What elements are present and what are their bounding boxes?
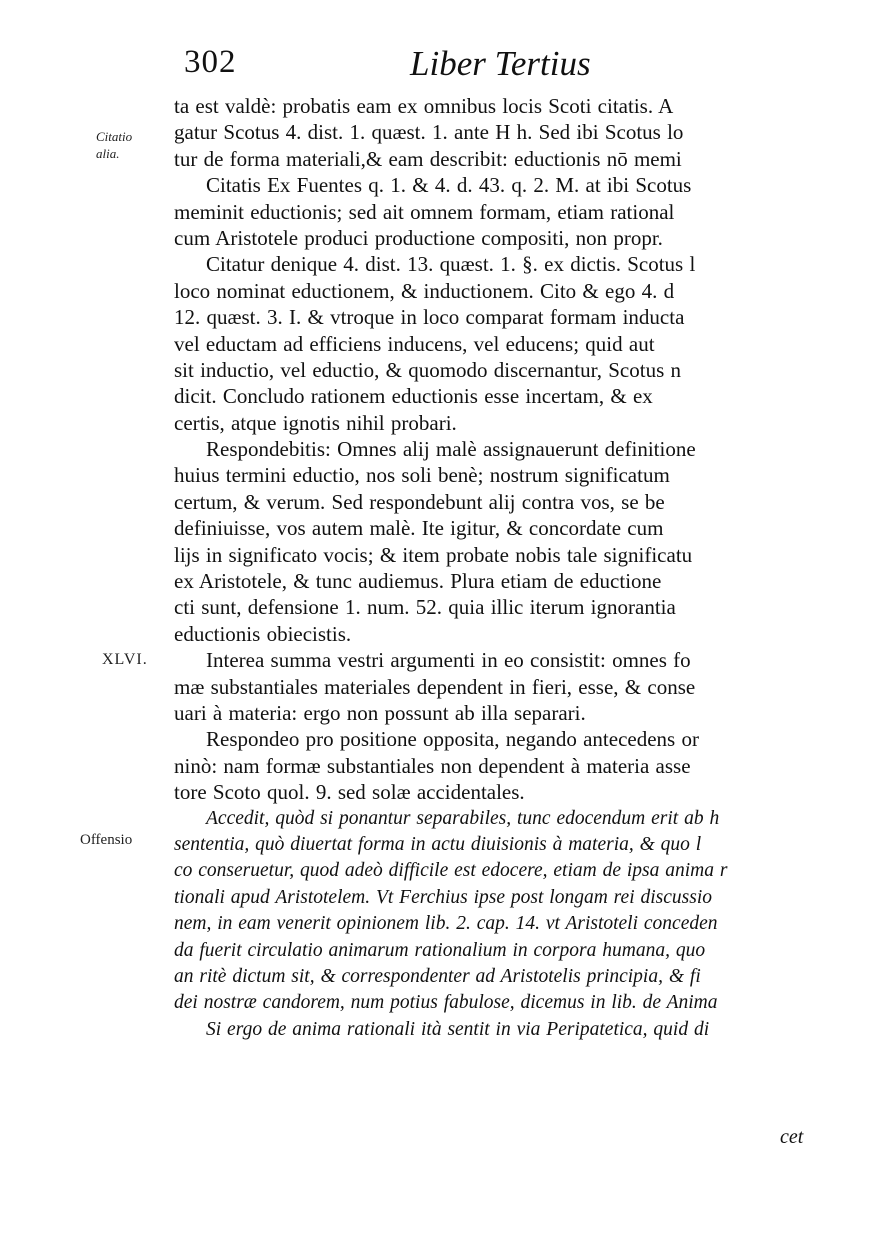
- margin-note-citatio: [96, 128, 132, 162]
- text-line: Interea summa vestri argumenti in eo consistit: omnes fo: [206, 648, 691, 673]
- text-line: mæ substantiales materiales dependent in fieri, esse, & conse: [174, 674, 696, 699]
- margin-note-citatio-line1: Citatio: [96, 129, 133, 144]
- text-line: an ritè dictum sit, & correspondenter ad Aristotelis principia, & fi: [174, 965, 701, 987]
- margin-note-offensio: Offensio: [80, 832, 133, 848]
- text-line: meminit eductionis; sed ait omnem formam, etiam rational: [174, 199, 675, 224]
- margin-note-citatio-line2: alia.: [96, 146, 120, 161]
- text-line: sit inductio, vel eductio, & quomodo discernantur, Scotus n: [174, 357, 682, 382]
- text-line: Citatis Ex Fuentes q. 1. & 4. d. 43. q. 2. M. at ibi Scotus: [206, 173, 692, 198]
- text-line: ninò: nam formæ substantiales non dependent à materia asse: [174, 753, 691, 778]
- text-line: nem, in eam venerit opinionem lib. 2. cap. 14. vt Aristoteli conceden: [174, 913, 718, 935]
- text-line: co conseruetur, quod adeò difficile est edocere, etiam de ipsa anima r: [174, 860, 728, 882]
- text-line: 12. quæst. 3. I. & vtroque in loco comparat formam inducta: [174, 305, 685, 330]
- catchword: cet: [780, 1126, 804, 1148]
- text-line: certum, & verum. Sed respondebunt alij contra vos, se be: [174, 489, 665, 514]
- text-line: vel eductam ad efficiens inducens, vel educens; quid aut: [174, 331, 655, 356]
- text-line: eductionis obiecistis.: [174, 621, 352, 646]
- text-line: cum Aristotele produci productione compositi, non propr.: [174, 225, 663, 250]
- text-line: huius termini eductio, nos soli benè; nostrum significatum: [174, 463, 670, 488]
- text-line: sententia, quò diuertat forma in actu diuisionis à materia, & quo l: [174, 833, 702, 855]
- margin-section-number: XLVI.: [102, 651, 148, 668]
- body-text: [174, 93, 824, 1043]
- text-line: dicit. Concludo rationem eductionis esse incertam, & ex: [174, 384, 653, 409]
- text-line: loco nominat eductionem, & inductionem. Cito & ego 4. d: [174, 278, 675, 303]
- page-number: 302: [184, 44, 237, 80]
- text-line: tore Scoto quol. 9. sed solæ accidentales.: [174, 780, 525, 805]
- text-line: lijs in significato vocis; & item probate nobis tale significatu: [174, 542, 693, 567]
- text-line: gatur Scotus 4. dist. 1. quæst. 1. ante H h. Sed ibi Scotus lo: [174, 120, 684, 145]
- text-line: Si ergo de anima rationali ità sentit in via Peripatetica, quid di: [206, 1018, 710, 1040]
- text-line: da fuerit circulatio animarum rationalium in corpora humana, quo: [174, 939, 706, 961]
- text-line: ex Aristotele, & tunc audiemus. Plura etiam de eductione: [174, 569, 662, 594]
- running-title: Liber Tertius: [410, 44, 591, 83]
- text-line: Respondeo pro positione opposita, negando antecedens or: [206, 727, 699, 752]
- text-line: cti sunt, defensione 1. num. 52. quia illic iterum ignorantia: [174, 595, 676, 620]
- text-line: dei nostræ candorem, num potius fabulose, dicemus in lib. de Anima: [174, 992, 718, 1014]
- text-line: uari à materia: ergo non possunt ab illa separari.: [174, 700, 586, 725]
- text-line: ta est valdè: probatis eam ex omnibus locis Scoti citatis. A: [174, 94, 674, 118]
- text-line: Respondebitis: Omnes alij malè assignauerunt definitione: [206, 437, 696, 462]
- text-line: tur de forma materiali,& eam describit: eductionis nō memi: [174, 146, 682, 171]
- text-line: definiuisse, vos autem malè. Ite igitur, & concordate cum: [174, 516, 664, 541]
- text-line: certis, atque ignotis nihil probari.: [174, 410, 457, 435]
- text-line: Citatur denique 4. dist. 13. quæst. 1. §. ex dictis. Scotus l: [206, 252, 696, 277]
- text-line: Accedit, quòd si ponantur separabiles, tunc edocendum erit ab h: [206, 807, 720, 829]
- text-line: tionali apud Aristotelem. Vt Ferchius ipse post longam rei discussio: [174, 886, 713, 908]
